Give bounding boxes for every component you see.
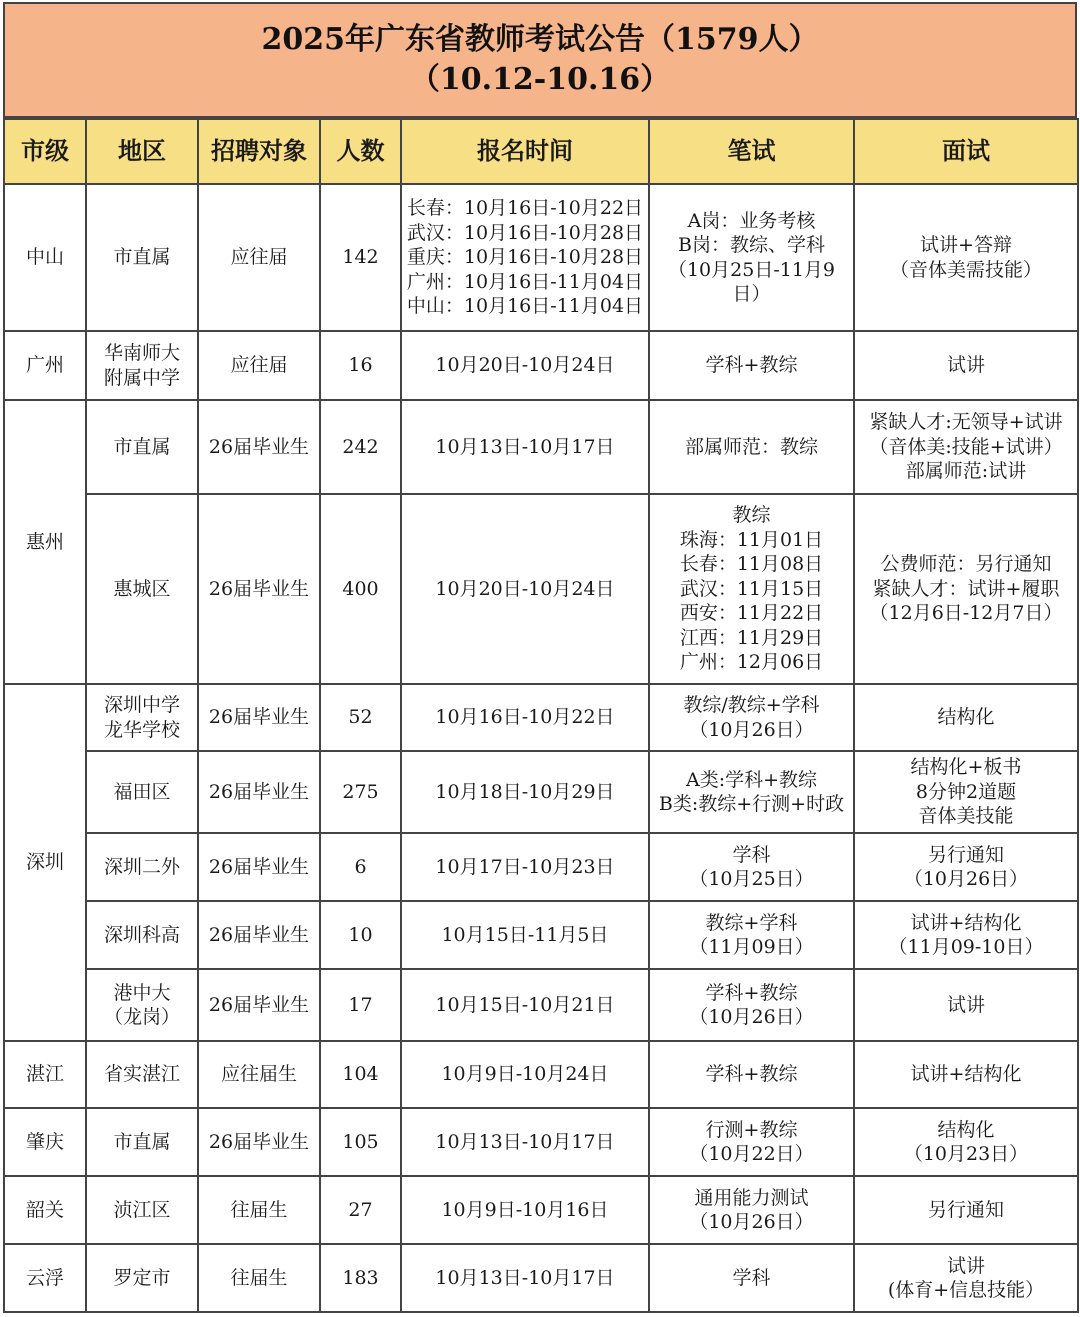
interview-cell: 试讲: [854, 969, 1078, 1041]
city-cell: 肇庆: [4, 1108, 86, 1176]
written-cell: 学科+教综 （10月26日）: [649, 969, 854, 1041]
table-header-row: [4, 119, 1078, 184]
signup-cell: 10月13日-10月17日: [401, 1108, 649, 1176]
count-cell: 10: [320, 901, 401, 969]
written-cell: 教综+学科 （11月09日）: [649, 901, 854, 969]
city-cell: 惠州: [4, 400, 86, 684]
city-cell: 云浮: [4, 1244, 86, 1312]
target-cell: 26届毕业生: [198, 901, 320, 969]
signup-cell: 10月20日-10月24日: [401, 494, 649, 684]
page-subtitle: （10.12-10.16）: [409, 62, 671, 97]
table-row: [4, 494, 1078, 684]
interview-cell: 试讲+结构化: [854, 1041, 1078, 1108]
target-cell: 往届生: [198, 1244, 320, 1312]
count-cell: 6: [320, 833, 401, 901]
table-row: [4, 833, 1078, 901]
table-row: [4, 901, 1078, 969]
city-cell: 中山: [4, 184, 86, 331]
target-cell: 26届毕业生: [198, 494, 320, 684]
area-cell: 惠城区: [86, 494, 198, 684]
interview-cell: 另行通知 （10月26日）: [854, 833, 1078, 901]
interview-cell: 结构化: [854, 684, 1078, 751]
written-cell: A类:学科+教综 B类:教综+行测+时政: [649, 751, 854, 833]
target-cell: 应往届生: [198, 1041, 320, 1108]
signup-cell: 10月18日-10月29日: [401, 751, 649, 833]
written-cell: 学科+教综: [649, 331, 854, 400]
target-cell: 应往届: [198, 184, 320, 331]
count-cell: 17: [320, 969, 401, 1041]
area-cell: 港中大 （龙岗）: [86, 969, 198, 1041]
signup-cell: 10月20日-10月24日: [401, 331, 649, 400]
column-header-area: 地区: [86, 119, 198, 184]
interview-cell: 试讲+答辩 （音体美需技能）: [854, 184, 1078, 331]
target-cell: 26届毕业生: [198, 684, 320, 751]
area-cell: 深圳中学 龙华学校: [86, 684, 198, 751]
area-cell: 市直属: [86, 184, 198, 331]
table-row: [4, 1108, 1078, 1176]
table-row: [4, 1041, 1078, 1108]
interview-cell: 另行通知: [854, 1176, 1078, 1244]
signup-cell: 10月9日-10月16日: [401, 1176, 649, 1244]
recruitment-table: [3, 118, 1079, 1313]
count-cell: 275: [320, 751, 401, 833]
interview-cell: 紧缺人才:无领导+试讲 （音体美:技能+试讲） 部属师范:试讲: [854, 400, 1078, 494]
interview-cell: 试讲+结构化 （11月09-10日）: [854, 901, 1078, 969]
table-row: [4, 1176, 1078, 1244]
signup-cell: 10月17日-10月23日: [401, 833, 649, 901]
area-cell: 华南师大 附属中学: [86, 331, 198, 400]
count-cell: 142: [320, 184, 401, 331]
table-row: [4, 684, 1078, 751]
signup-cell: 10月13日-10月17日: [401, 400, 649, 494]
target-cell: 26届毕业生: [198, 969, 320, 1041]
area-cell: 省实湛江: [86, 1041, 198, 1108]
column-header-count: 人数: [320, 119, 401, 184]
signup-cell: 10月16日-10月22日: [401, 684, 649, 751]
target-cell: 往届生: [198, 1176, 320, 1244]
area-cell: 深圳科高: [86, 901, 198, 969]
interview-cell: 试讲: [854, 331, 1078, 400]
city-cell: 韶关: [4, 1176, 86, 1244]
target-cell: 26届毕业生: [198, 1108, 320, 1176]
written-cell: 学科+教综: [649, 1041, 854, 1108]
table-row: [4, 331, 1078, 400]
area-cell: 市直属: [86, 400, 198, 494]
target-cell: 26届毕业生: [198, 400, 320, 494]
written-cell: 行测+教综 （10月22日）: [649, 1108, 854, 1176]
area-cell: 罗定市: [86, 1244, 198, 1312]
interview-cell: 结构化 （10月23日）: [854, 1108, 1078, 1176]
signup-cell: 10月15日-10月21日: [401, 969, 649, 1041]
count-cell: 16: [320, 331, 401, 400]
written-cell: 通用能力测试 （10月26日）: [649, 1176, 854, 1244]
column-header-signup: 报名时间: [401, 119, 649, 184]
interview-cell: 结构化+板书 8分钟2道题 音体美技能: [854, 751, 1078, 833]
target-cell: 26届毕业生: [198, 833, 320, 901]
written-cell: 学科 （10月25日）: [649, 833, 854, 901]
signup-cell: 10月13日-10月17日: [401, 1244, 649, 1312]
interview-cell: 公费师范：另行通知 紧缺人才：试讲+履职 （12月6日-12月7日）: [854, 494, 1078, 684]
signup-cell: 10月15日-11月5日: [401, 901, 649, 969]
table-row: [4, 969, 1078, 1041]
count-cell: 105: [320, 1108, 401, 1176]
target-cell: 26届毕业生: [198, 751, 320, 833]
city-cell: 湛江: [4, 1041, 86, 1108]
area-cell: 福田区: [86, 751, 198, 833]
column-header-interview: 面试: [854, 119, 1078, 184]
written-cell: 教综/教综+学科 （10月26日）: [649, 684, 854, 751]
table-row: [4, 751, 1078, 833]
column-header-target: 招聘对象: [198, 119, 320, 184]
table-row: [4, 400, 1078, 494]
written-cell: 教综 珠海：11月01日 长春：11月08日 武汉：11月15日 西安：11月22日 江西：11月29日 广州：12月06日: [649, 494, 854, 684]
count-cell: 52: [320, 684, 401, 751]
area-cell: 市直属: [86, 1108, 198, 1176]
page-title: 2025年广东省教师考试公告（1579人）: [261, 22, 819, 57]
signup-cell: 10月9日-10月24日: [401, 1041, 649, 1108]
column-header-city: 市级: [4, 119, 86, 184]
written-cell: 学科: [649, 1244, 854, 1312]
signup-cell: 长春：10月16日-10月22日 武汉：10月16日-10月28日 重庆：10月16日-10月28日 广州：10月16日-11月04日 中山：10月16日-11月04日: [401, 184, 649, 331]
announcement-sheet: [3, 2, 1077, 1313]
count-cell: 183: [320, 1244, 401, 1312]
title-banner: [3, 2, 1077, 118]
count-cell: 104: [320, 1041, 401, 1108]
written-cell: A岗：业务考核 B岗：教综、学科 （10月25日-11月9日）: [649, 184, 854, 331]
table-row: [4, 184, 1078, 331]
interview-cell: 试讲 (体育+信息技能）: [854, 1244, 1078, 1312]
table-row: [4, 1244, 1078, 1312]
target-cell: 应往届: [198, 331, 320, 400]
city-cell: 深圳: [4, 684, 86, 1041]
column-header-written: 笔试: [649, 119, 854, 184]
area-cell: 浈江区: [86, 1176, 198, 1244]
count-cell: 27: [320, 1176, 401, 1244]
city-cell: 广州: [4, 331, 86, 400]
written-cell: 部属师范：教综: [649, 400, 854, 494]
area-cell: 深圳二外: [86, 833, 198, 901]
count-cell: 400: [320, 494, 401, 684]
count-cell: 242: [320, 400, 401, 494]
